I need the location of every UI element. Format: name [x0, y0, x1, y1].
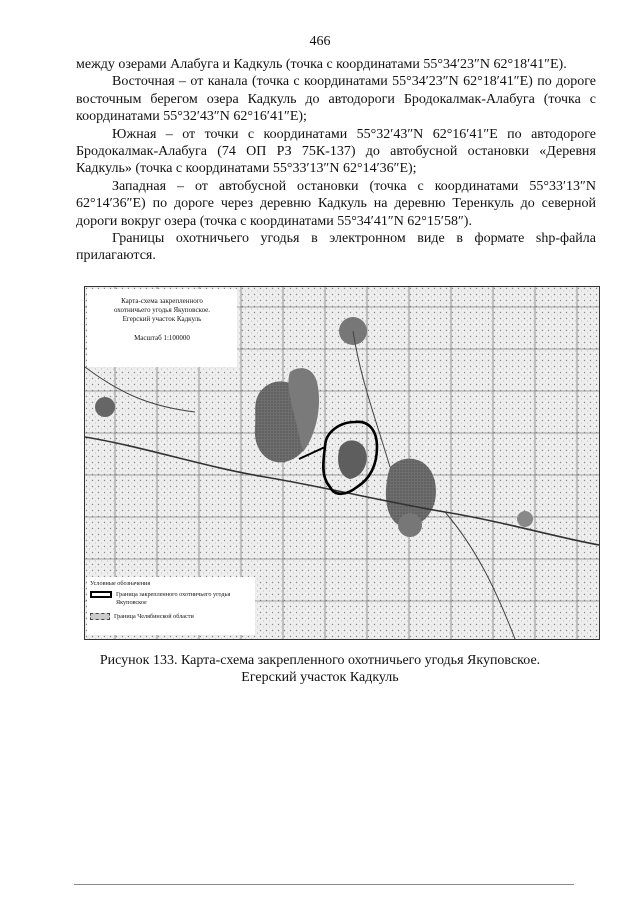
map-legend [87, 577, 255, 635]
legend-item-label: Граница Челябинской области [114, 613, 194, 620]
paragraph-shp-note: Границы охотничьего угодья в электронном виде в формате shp-файла прилагаются. [76, 231, 596, 264]
map-title-line-3: Егерский участок Кадкуль [122, 315, 202, 323]
map-title-box [87, 289, 237, 367]
region-boundary-symbol-icon [90, 613, 110, 620]
paragraph-continuation: между озерами Алабуга и Кадкуль (точка с координатами 55°34′23″N 62°18′41″E). [76, 57, 567, 72]
page-number: 466 [309, 34, 331, 49]
map-figure [84, 286, 600, 640]
map-title-line-1: Карта-схема закрепленного [121, 297, 203, 305]
footer-rule [74, 884, 574, 885]
map-scale: Масштаб 1:100000 [134, 334, 190, 342]
caption-line-1: Рисунок 133. Карта-схема закрепленного охотничьего угодья Якуповское. [99, 653, 541, 668]
hunting-boundary-symbol-icon [90, 591, 112, 598]
legend-heading: Условные обозначения [90, 580, 151, 587]
legend-item-region-boundary [90, 613, 244, 621]
paragraph-east-boundary: Восточная – от канала (точка с координатами 55°34′23″N 62°18′41″E) по дороге восточным берегом озера Кадкуль до автодороги Бродокалмак-Алабуга (точка с координатами 55°32′43″N 62°16′41″E); [76, 74, 596, 125]
settlement-west [95, 397, 115, 417]
figure-caption [60, 652, 580, 686]
legend-item-hunting-boundary [90, 591, 246, 606]
map-title-line-2: охотничьего угодья Якуповское. [113, 306, 211, 314]
caption-line-2: Егерский участок Кадкуль [241, 670, 399, 685]
settlement-east [517, 511, 533, 527]
paragraph-south-boundary: Южная – от точки с координатами 55°32′43″N 62°16′41″E по автодороге Бродокалмак-Алабуга (74 ОП РЗ 75К-137) до автобусной остановки «Деревня Кадкуль» (точка с координатами 55°33′13″N 62°14′36″E); [76, 126, 596, 177]
paragraph-west-boundary: Западная – от автобусной остановки (точка с координатами 55°33′13″N 62°14′36″E) по дороге через деревню Кадкуль на деревню Теренкуль до северной дороги вокруг озера (точка с координатами 55°34′41″N 62°15′58″). [76, 178, 596, 229]
settlement-south [398, 513, 422, 537]
body-text [76, 56, 596, 265]
legend-item-label: Граница закрепленного охотничьего угодья Якуповское [116, 591, 231, 606]
